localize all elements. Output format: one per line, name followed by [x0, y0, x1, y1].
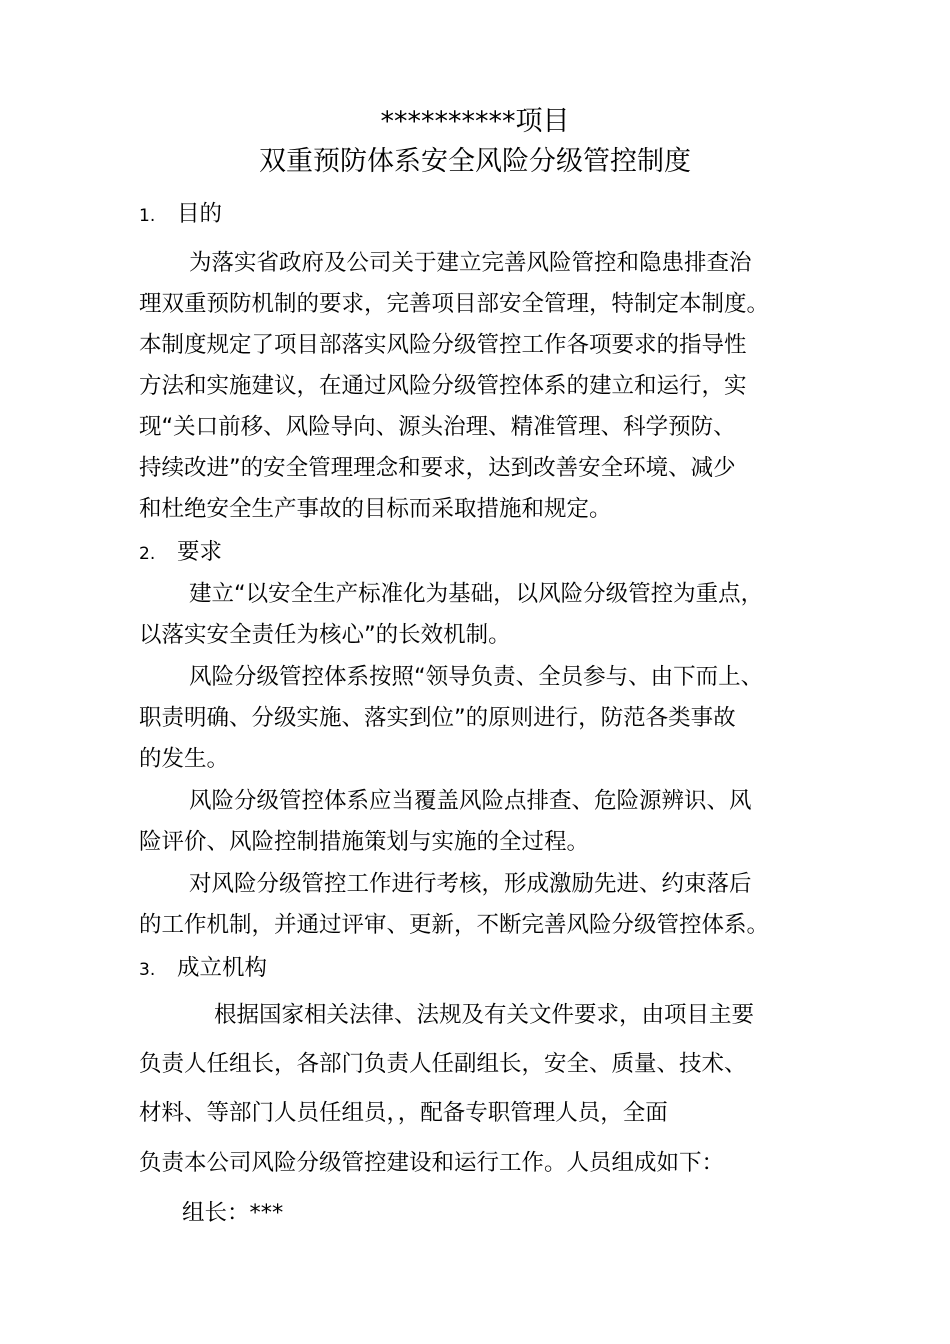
- section-number: 1.: [139, 206, 156, 226]
- paragraph-line: 职责明确、分级实施、落实到位”的原则进行，防范各类事故: [139, 705, 736, 731]
- paragraph-line: 材料、等部门人员任组员，，配备专职管理人员，全面: [139, 1100, 668, 1126]
- document-title-line1: **********项目: [380, 106, 570, 137]
- section-1-heading: [139, 199, 222, 231]
- paragraph-line: 风险分级管控体系应当覆盖风险点排查、危险源辨识、风: [189, 788, 752, 814]
- section-title: 目的: [177, 201, 223, 227]
- paragraph-line: 和杜绝安全生产事故的目标而采取措施和规定。: [139, 496, 612, 522]
- section-3-heading: [139, 953, 267, 985]
- section-title: 成立机构: [177, 955, 268, 981]
- section-title: 要求: [177, 539, 223, 565]
- paragraph-line: 对风险分级管控工作进行考核，形成激励先进、约束落后: [189, 871, 752, 897]
- paragraph-line: 负责本公司风险分级管控建设和运行工作。人员组成如下：: [139, 1150, 725, 1176]
- paragraph-line: 的工作机制，并通过评审、更新，不断完善风险分级管控体系。: [139, 912, 770, 938]
- document-title-line2: 双重预防体系安全风险分级管控制度: [259, 146, 691, 177]
- paragraph-line: 本制度规定了项目部落实风险分级管控工作各项要求的指导性: [139, 332, 747, 358]
- paragraph-line: 为落实省政府及公司关于建立完善风险管控和隐患排查治: [189, 250, 752, 276]
- paragraph-line: 现“关口前移、风险导向、源头治理、精准管理、科学预防、: [139, 414, 736, 440]
- paragraph-line: 的发生。: [139, 746, 230, 772]
- section-number: 3.: [139, 960, 156, 980]
- paragraph-line: 建立“以安全生产标准化为基础，以风险分级管控为重点，: [189, 581, 764, 607]
- paragraph-line: 方法和实施建议，在通过风险分级管控体系的建立和运行，实: [139, 373, 747, 399]
- paragraph-line: 持续改进”的安全管理理念和要求，达到改善安全环境、减少: [139, 455, 736, 481]
- section-2-heading: [139, 537, 222, 569]
- paragraph-line: 风险分级管控体系按照“领导负责、全员参与、由下而上、: [189, 664, 764, 690]
- paragraph-line: 理双重预防机制的要求，完善项目部安全管理，特制定本制度。: [139, 291, 770, 317]
- paragraph-line: 根据国家相关法律、法规及有关文件要求，由项目主要: [214, 1002, 755, 1028]
- paragraph-line: 负责人任组长，各部门负责人任副组长，安全、质量、技术、: [139, 1051, 747, 1077]
- paragraph-line: 以落实安全责任为核心”的长效机制。: [139, 622, 511, 648]
- paragraph-line: 险评价、风险控制措施策划与实施的全过程。: [139, 829, 590, 855]
- group-leader-line: 组长：***: [182, 1200, 284, 1226]
- section-number: 2.: [139, 544, 156, 564]
